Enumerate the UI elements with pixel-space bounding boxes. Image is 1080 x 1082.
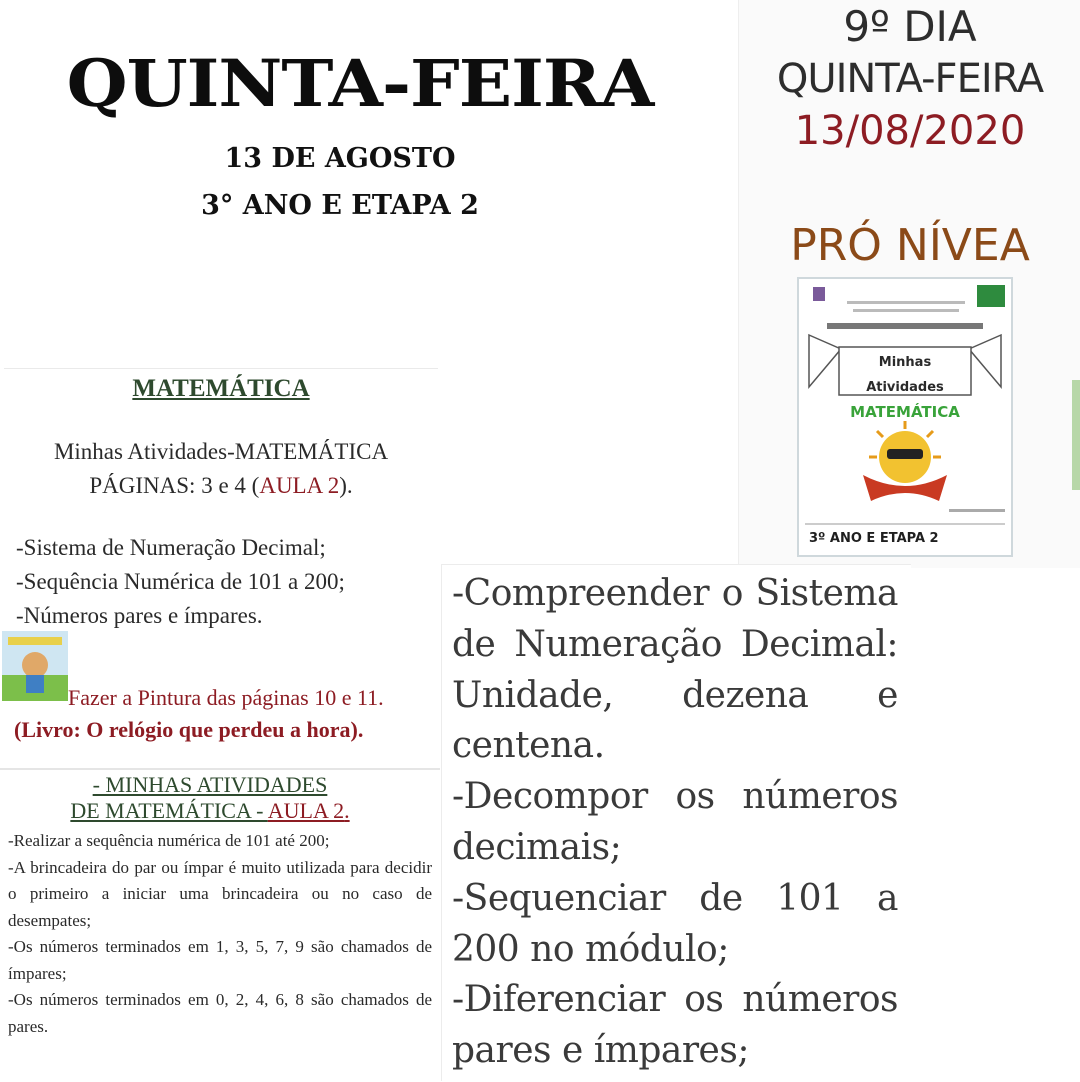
activity-item: -Os números terminados em 1, 3, 5, 7, 9 são chamados de ímpares;: [8, 937, 432, 983]
activities-heading-end: .: [344, 798, 350, 823]
activities-heading-text: - MINHAS ATIVIDADES: [92, 772, 328, 797]
activity-item: -A brincadeira do par ou ímpar é muito utilizada para decidir o primeiro a iniciar uma brincadeira ou no caso de desempates;: [8, 857, 432, 930]
math-panel-title: MATEMÁTICA: [132, 375, 310, 402]
grade-subtitle: 3° ANO E ETAPA 2: [201, 190, 479, 221]
cover-grade: 3º ANO E ETAPA 2: [809, 531, 939, 546]
goals-panel: [441, 564, 911, 1081]
day-date: 13/08/2020: [794, 108, 1026, 154]
math-panel: [4, 368, 438, 767]
goal-item: -Sequenciar de 101 a 200 no módulo;: [452, 877, 898, 970]
activities-heading-line2: [0, 798, 420, 824]
pages-suffix: ).: [339, 473, 353, 498]
sunglasses-icon: [887, 449, 923, 459]
cover-subject: MATEMÁTICA: [850, 403, 960, 421]
lesson-label: AULA 2: [259, 473, 340, 498]
activities-heading-text: DE MATEMÁTICA -: [70, 798, 268, 823]
topic-item: -Sistema de Numeração Decimal;: [16, 535, 326, 560]
activities-panel: [0, 768, 440, 1082]
activities-heading-line1: [0, 772, 420, 798]
activity-item: -Realizar a sequência numérica de 101 até 200;: [8, 831, 330, 850]
edge-strip: [1072, 380, 1080, 490]
goal-item: -Diferenciar os números pares e ímpares;: [452, 979, 898, 1072]
math-book-line: Minhas Atividades-MATEMÁTICA: [53, 439, 389, 464]
coloring-book-image: [2, 631, 68, 701]
activities-lesson-label: AULA 2: [267, 798, 345, 823]
day-weekday: QUINTA-FEIRA: [776, 56, 1044, 102]
pages-prefix: PÁGINAS: 3 e 4 (: [89, 473, 260, 498]
math-pages-line: [4, 473, 438, 499]
day-number: 9º DIA: [843, 2, 977, 51]
goal-item: -Decompor os números decimais;: [452, 776, 898, 868]
flag-icon: [977, 285, 1005, 307]
goal-item: -Compreender o Sistema de Numeração Decimal: Unidade, dezena e centena.: [452, 573, 898, 767]
coloring-instruction: Fazer a Pintura das páginas 10 e 11.: [68, 685, 384, 710]
cover-title-line2: Atividades: [866, 380, 944, 395]
crest-icon: [813, 287, 825, 301]
topic-item: -Números pares e ímpares.: [16, 603, 263, 628]
story-book-title: (Livro: O relógio que perdeu a hora).: [14, 717, 364, 742]
activity-item: -Os números terminados em 0, 2, 4, 6, 8 são chamados de pares.: [8, 990, 432, 1036]
book-cover-image: [797, 277, 1013, 557]
page-title: QUINTA-FEIRA: [66, 45, 654, 122]
date-subtitle: 13 DE AGOSTO: [224, 143, 456, 174]
topic-item: -Sequência Numérica de 101 a 200;: [16, 569, 345, 594]
cover-title-line1: Minhas: [878, 355, 932, 370]
program-name: PRÓ NÍVEA: [790, 220, 1030, 271]
activities-list: [8, 828, 432, 1040]
goals-list: [452, 569, 898, 1077]
